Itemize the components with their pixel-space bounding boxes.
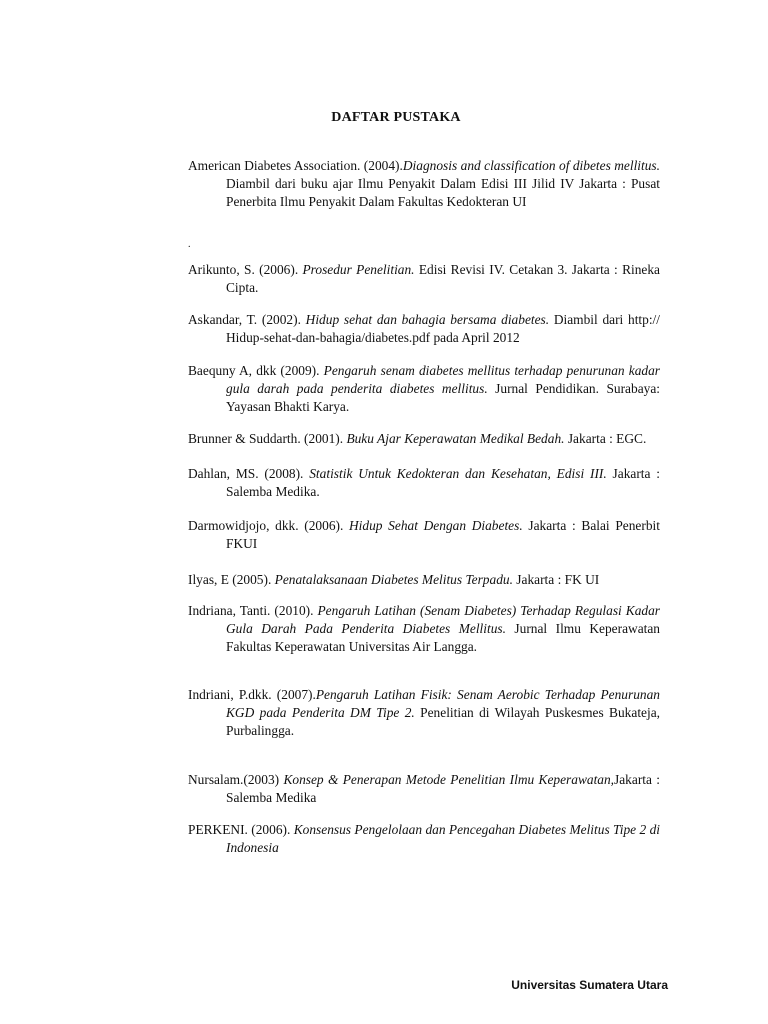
reference-title: Hidup sehat dan bahagia bersama diabetes. [305,312,550,327]
reference-entry [188,465,660,501]
reference-author: Indriani, P.dkk. (2007). [188,687,316,702]
reference-publisher: Diambil dari http:// Hidup-sehat-dan-bahagia/diabetes.pdf pada April 2012 [226,312,660,345]
reference-entry [188,157,660,211]
reference-publisher: Jakarta : Salemba Medika [226,772,660,805]
reference-entry [188,602,660,656]
reference-entry [188,517,660,553]
reference-publisher: Jakarta : Salemba Medika. [226,466,660,499]
reference-publisher: Edisi Revisi IV. Cetakan 3. Jakarta : Rineka Cipta. [226,262,661,295]
reference-title: Pengaruh senam diabetes mellitus terhadap penurunan kadar gula darah pada penderita diabetes mellitus. [226,363,660,396]
reference-title: Statistik Untuk Kedokteran dan Kesehatan, Edisi III. [309,466,607,481]
reference-author: Baequny A, dkk (2009). [188,363,324,378]
reference-entry [188,771,660,807]
reference-entry [188,571,660,589]
reference-publisher: Jakarta : Balai Penerbit FKUI [226,518,660,551]
reference-author: Askandar, T. (2002). [188,312,306,327]
reference-publisher: Diambil dari buku ajar Ilmu Penyakit Dalam Edisi III Jilid IV Jakarta : Pusat Penerbita Ilmu Penyakit Dalam Fakultas Kedokteran UI [226,176,660,209]
reference-title: Pengaruh Latihan Fisik: Senam Aerobic Terhadap Penurunan KGD pada Penderita DM Tipe 2. [226,687,660,720]
reference-title: Diagnosis and classification of dibetes mellitus. [402,158,660,173]
reference-entry [188,311,660,347]
reference-author: PERKENI. (2006). [188,822,294,837]
reference-publisher: Jakarta : FK UI [512,572,600,587]
reference-entry [188,686,660,740]
reference-title: Pengaruh Latihan (Senam Diabetes) Terhadap Regulasi Kadar Gula Darah Pada Penderita Diabetes Mellitus. [226,603,660,636]
reference-author: Dahlan, MS. (2008). [188,466,310,481]
page-title: DAFTAR PUSTAKA [331,110,461,125]
reference-publisher: Jurnal Ilmu Keperawatan Fakultas Keperawatan Universitas Air Langga. [226,621,661,654]
reference-author: Nursalam.(2003) [188,772,284,787]
reference-author: American Diabetes Association. (2004). [188,158,403,173]
reference-publisher: Penelitian di Wilayah Puskesmes Bukateja, Purbalingga. [226,705,660,738]
reference-author: Darmowidjojo, dkk. (2006). [188,518,350,533]
reference-entry [188,362,660,416]
reference-author: Arikunto, S. (2006). [188,262,303,277]
reference-title: Konsensus Pengelolaan dan Pencegahan Diabetes Melitus Tipe 2 di Indonesia [226,822,660,855]
reference-entry [188,261,660,297]
reference-author: Ilyas, E (2005). [188,572,275,587]
reference-publisher: Jakarta : EGC. [564,431,647,446]
footer-university: Universitas Sumatera Utara [511,978,668,992]
reference-title: Hidup Sehat Dengan Diabetes. [349,518,523,533]
reference-entry [188,821,660,857]
reference-title: Penatalaksanaan Diabetes Melitus Terpadu. [274,572,513,587]
reference-title: Konsep & Penerapan Metode Penelitian Ilmu Keperawatan, [283,772,615,787]
stray-mark: . [188,239,191,250]
reference-entry [188,430,660,448]
reference-title: Prosedur Penelitian. [302,262,415,277]
reference-publisher: Jurnal Pendidikan. Surabaya: Yayasan Bhakti Karya. [226,381,660,414]
reference-author: Indriana, Tanti. (2010). [188,603,318,618]
reference-author: Brunner & Suddarth. (2001). [188,431,347,446]
reference-title: Buku Ajar Keperawatan Medikal Bedah. [346,431,565,446]
